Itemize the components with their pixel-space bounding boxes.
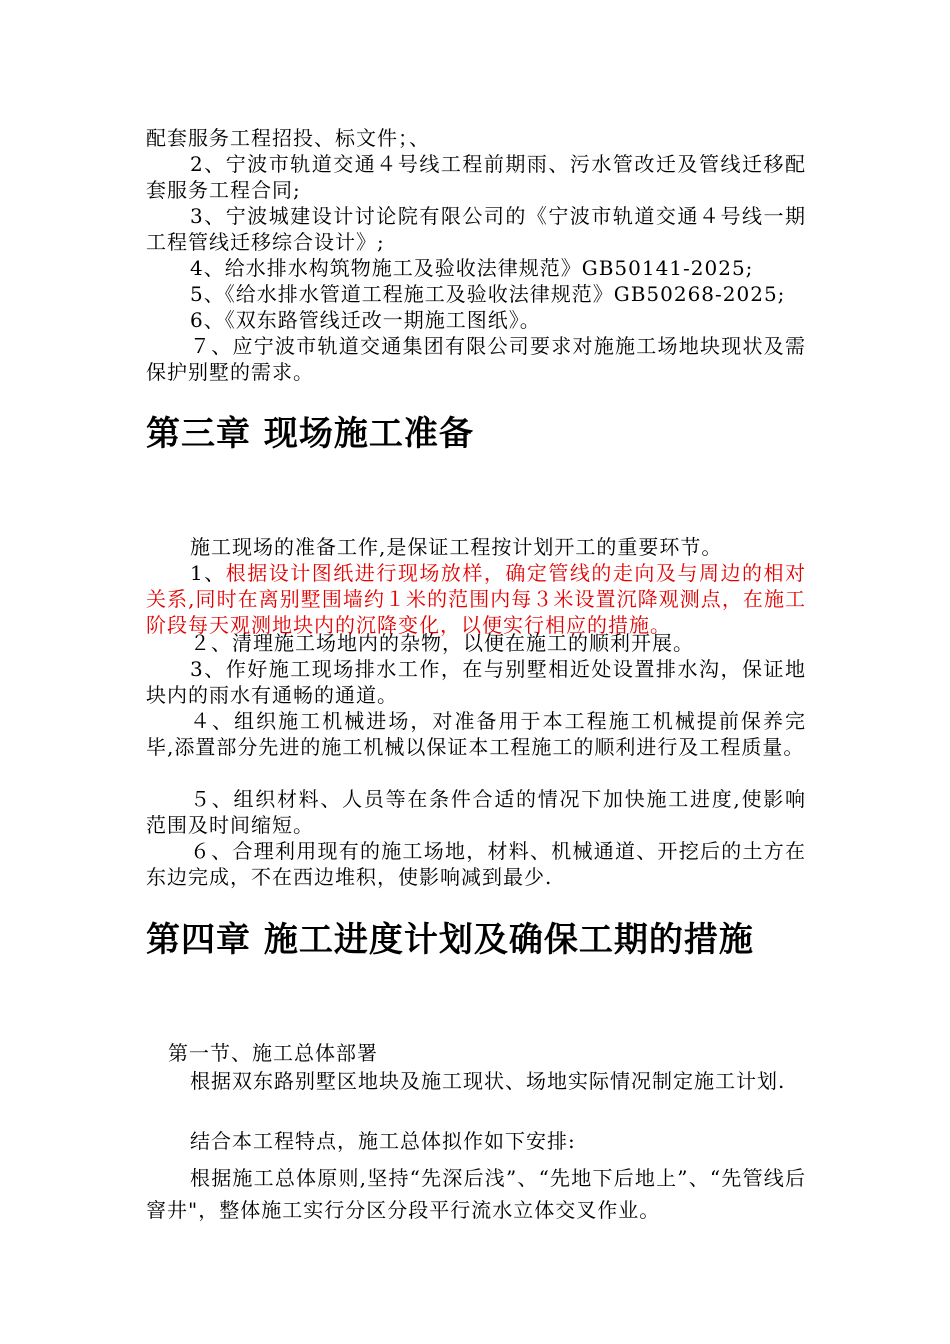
list-item: [146, 560, 806, 638]
chapter-heading: 第四章 施工进度计划及确保工期的措施: [146, 920, 754, 960]
paragraph: 根据双东路别墅区地块及施工现状、场地实际情况制定施工计划.: [190, 1069, 786, 1093]
section-heading: 第一节、施工总体部署: [168, 1041, 378, 1065]
list-item: 3、宁波城建设计讨论院有限公司的《宁波市轨道交通４号线一期工程管线迁移综合设计》;: [146, 204, 806, 254]
chapter-heading: 第三章 现场施工准备: [146, 414, 474, 454]
list-item: ７、应宁波市轨道交通集团有限公司要求对施施工场地块现状及需保护别墅的需求。: [146, 334, 806, 384]
list-item: ６、合理利用现有的施工场地，材料、机械通道、开挖后的土方在东边完成，不在西边堆积，使影响减到最少.: [146, 839, 806, 889]
list-item: ２、清理施工场地内的杂物，以便在施工的顺利开展。: [190, 631, 694, 655]
list-item: 4、给水排水构筑物施工及验收法律规范》GB50141-2025;: [190, 256, 754, 280]
list-item: 2、宁波市轨道交通４号线工程前期雨、污水管改迁及管线迁移配套服务工程合同;: [146, 152, 806, 202]
list-item: ４、组织施工机械进场，对准备用于本工程施工机械提前保养完毕,添置部分先进的施工机械以保证本工程施工的顺利进行及工程质量。: [146, 709, 806, 759]
list-item: ５、组织材料、人员等在条件合适的情况下加快施工进度,使影响范围及时间缩短。: [146, 787, 806, 837]
list-item: 配套服务工程招投、标文件；、: [146, 126, 430, 150]
paragraph: 结合本工程特点，施工总体拟作如下安排:: [190, 1129, 576, 1153]
list-item: 5、《给水排水管道工程施工及验收法律规范》GB50268-2025;: [190, 282, 786, 306]
paragraph: 施工现场的准备工作,是保证工程按计划开工的重要环节。: [190, 535, 723, 559]
list-item: 6、《双东路管线迁改一期施工图纸》。: [190, 308, 541, 332]
list-item: 3、作好施工现场排水工作，在与别墅相近处设置排水沟，保证地块内的雨水有通畅的通道。: [146, 657, 806, 707]
item-number: 1、: [190, 561, 226, 585]
paragraph: 根据施工总体原则,坚持“先深后浅”、“先地下后地上”、“先管线后窨井"，整体施工实行分区分段平行流水立体交叉作业。: [146, 1166, 806, 1222]
highlighted-text: 根据设计图纸进行现场放样，确定管线的走向及与周边的相对关系,同时在离别墅围墙约１米的范围内每３米设置沉降观测点，在施工阶段每天观测地块内的沉降变化，以便实行相应的措施。: [146, 561, 806, 637]
